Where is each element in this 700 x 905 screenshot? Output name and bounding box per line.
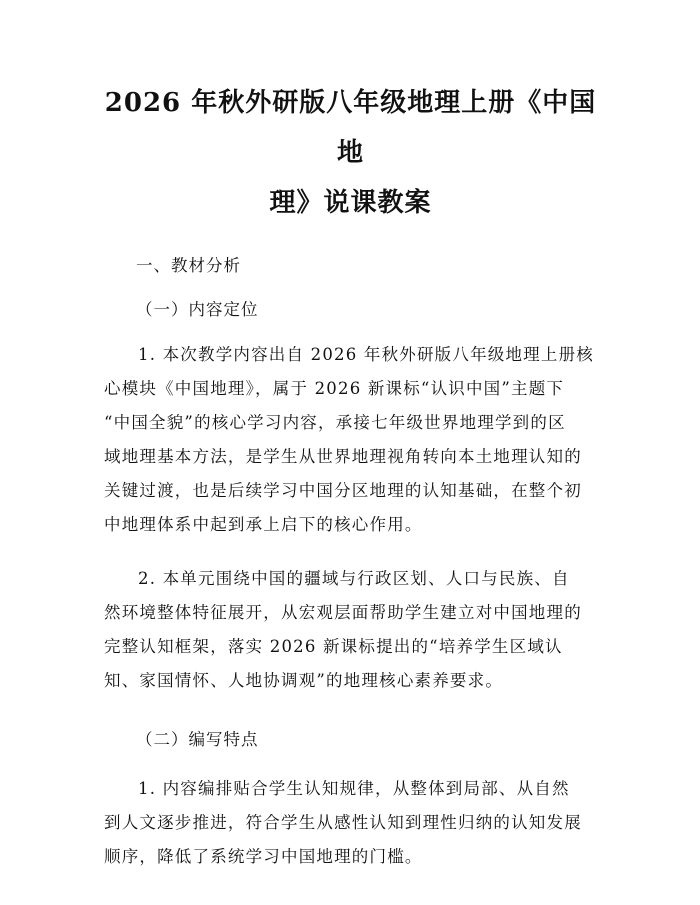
paragraph-2 [104,562,597,698]
paragraph-1-line: “中国全貌”的核心学习内容，承接七年级世界地理学到的区 [104,413,566,432]
subsection-heading-content-positioning: （一）内容定位 [136,300,259,319]
paragraph-3-line: 顺序，降低了系统学习中国地理的门槛。 [104,847,423,866]
paragraph-1-line: 心模块《中国地理》，属于 2026 新课标“认识中国”主题下 [104,379,565,398]
section-heading-teaching-material-analysis: 一、教材分析 [136,256,241,275]
paragraph-2-line: 2. 本单元围绕中国的疆域与行政区划、人口与民族、自 [138,569,570,588]
paragraph-1-line: 关键过渡，也是后续学习中国分区地理的认知基础，在整个初 [104,481,582,500]
paragraph-2-line: 然环境整体特征展开，从宏观层面帮助学生建立对中国地理的 [104,603,582,622]
paragraph-3-line: 1. 内容编排贴合学生认知规律，从整体到局部、从自然 [138,779,570,798]
paragraph-1-line: 中地理体系中起到承上启下的核心作用。 [104,515,423,534]
paragraph-1-line: 域地理基本方法，是学生从世界地理视角转向本土地理认知的 [104,447,582,466]
paragraph-1-line: 1. 本次教学内容出自 2026 年秋外研版八年级地理上册核 [138,345,594,364]
paragraph-1 [104,338,597,542]
paragraph-2-line: 知、家国情怀、人地协调观”的地理核心素养要求。 [104,671,504,690]
subsection-heading-writing-features: （二）编写特点 [136,730,259,749]
paragraph-2-line: 完整认知框架，落实 2026 新课标提出的“培养学生区域认 [104,637,563,656]
paragraph-3-line: 到人文逐步推进，符合学生从感性认知到理性归纳的认知发展 [104,813,582,832]
title-line-1: 2026 年秋外研版八年级地理上册《中国地 [104,88,597,168]
title-line-2: 理》说课教案 [269,188,432,218]
document-title [104,78,597,228]
paragraph-3 [104,772,597,874]
